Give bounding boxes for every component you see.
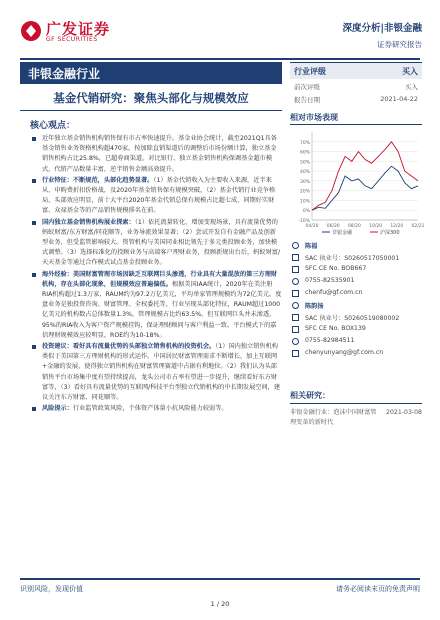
core-view-item <box>32 176 282 217</box>
industry-banner <box>20 62 282 84</box>
phone-icon <box>292 338 299 345</box>
y-tick-label: 20% <box>299 189 310 195</box>
core-views-list <box>32 134 282 415</box>
analyst-info-text: 0755-82535901 <box>305 277 355 284</box>
analyst-info-row <box>292 276 424 288</box>
core-view-text: 根据美国IAA统计，2020年在美注册RIA机构超过1.3万家，RAUM约为97.2万亿美元，平均单家管理规模约为72亿美元。度盘业务是独投资咨询、财富管理、全权委托等，行业呈现头部化特征，RAUM超过1000亿美元的机构数占总体数量1.3%，管理规模占比约63.5%。但互联网巨头并未渗透，95%的RIA收入为客户资产规模挂钩，保证理财顾问与客户利益一致。平台模式下的嘉信理财规模效应较明显，ROE约为10-18%。 <box>42 280 282 339</box>
footer-disclaimer: 请务必阅读末页的免责声明 <box>336 585 420 593</box>
core-view-heading: 国内独立基金销售机构展业探索： <box>42 218 135 226</box>
report-category: 深度分析|非银金融 <box>342 23 422 34</box>
core-view-text: 近年独立基金销售机构销售保有市占率快速提升。基金业协会统计，截至2021Q1具备基金销售业务资格机构超470家。按加除直销渠道后的调整后市场份额计算，独立基金销售机构占比25.8%，已超券商渠道。对比银行、独立基金销售机构保调基金超市模式，代销产品数量丰富，逆半销售金额高效提升。 <box>42 135 277 173</box>
title-divider <box>20 110 282 111</box>
core-view-text: （1）依托流量转化，增加变现场景，具有流量优势的蚂蚁财富/东方财富/同花顺等，业务导流效果显著；（2）尝试开发自有金融产品及创新型业务，但受监管影响较大。资管机构与美国同业相比领先于多元类投顾业务，加快模式调整。（3）选择标准化的投顾业务与高端客户理财业务，投顾新规出台后，蚂蚁财富/天天基金等通过合作模式试点基金投顾业务。 <box>42 218 281 267</box>
x-tick-label: 08/20 <box>347 224 361 229</box>
report-date-row <box>290 92 422 105</box>
series-line <box>312 142 418 210</box>
footer-divider <box>20 578 420 580</box>
x-tick-label: 12/20 <box>390 224 404 229</box>
x-tick-label: 04/20 <box>305 224 319 229</box>
person-icon <box>292 242 299 249</box>
y-tick-label: 70% <box>299 140 310 146</box>
logo-text-en: GF SECURITIES <box>46 36 98 43</box>
core-view-heading: 行业特征：不断规范，头部化趋势显著。 <box>42 176 154 184</box>
core-views-label: 核心观点： <box>30 121 76 131</box>
chart-section-title <box>290 112 422 123</box>
prev-rating-value: 买入 <box>405 83 418 91</box>
header-divider <box>20 58 420 60</box>
x-tick-label: 02/21 <box>411 224 425 229</box>
core-view-item <box>32 218 282 269</box>
core-view-item <box>32 134 282 175</box>
core-view-heading: 投资建议：看好具有流量优势的头部独立销售机构的投资机会。 <box>42 343 216 351</box>
company-logo <box>20 18 140 48</box>
badge-icon <box>292 266 299 273</box>
page-number: 1 / 20 <box>210 600 230 608</box>
analyst-info-text: SFC CE No. BOX139 <box>305 325 366 332</box>
rating-header <box>290 62 422 79</box>
mail-icon <box>292 290 299 297</box>
analyst-info-row <box>292 312 424 324</box>
analyst-info-text: SAC 执业号：S0260519080002 <box>305 315 400 322</box>
analyst-info-row[interactable] <box>292 288 424 300</box>
chart-title: 相对市场表现 <box>290 113 338 122</box>
related-item-title[interactable]: 非银金融行业：泡沫中国财富管理变革的新时代 <box>290 409 377 426</box>
core-view-text: （1）国内独立销售机构类似于美国第三方理财机构的形式运作。中国居民财富管理需求不断增长，加上互联网+金融的发展，使得独立销售机构在财富管理赛道中占据有利地位。（2）我们认为头部销售平台市场集中度有望持续提高，龙头公司市占率有望进一步提升，继续看好东方财富等，（3）看好具有流量优势的互联网/科技平台型独立代销机构的中长期发展空间，建议关注东方财富、同花顺等。 <box>42 343 281 402</box>
related-divider <box>290 403 422 404</box>
report-date-value: 2021-04-22 <box>380 95 418 103</box>
analyst-info-text: 0755-82984511 <box>305 337 355 344</box>
analyst-info-text: 陈福 <box>305 243 318 250</box>
report-date-label: 报告日期 <box>294 96 320 104</box>
y-tick-label: 0% <box>302 209 310 215</box>
badge-icon <box>292 314 299 321</box>
analyst-info-row <box>292 300 424 312</box>
analyst-info-row <box>292 240 424 252</box>
footer-slogan: 识别风险，发现价值 <box>20 585 83 593</box>
rating-value: 买入 <box>402 67 418 76</box>
related-title-row <box>290 390 422 401</box>
badge-icon <box>292 326 299 333</box>
core-view-item <box>32 342 282 403</box>
related-research-title: 相关研究： <box>290 391 330 400</box>
rating-label: 行业评级 <box>294 67 326 76</box>
industry-name: 非银金融行业 <box>28 67 101 81</box>
core-view-heading: 海外经验：美国财富管理市场因缺乏互联网巨头渗透，行业具有大量混放的第三方理财机构，存在头部化现象，但规模效应普遍偏低。 <box>42 270 278 288</box>
person-icon <box>292 302 299 309</box>
badge-icon <box>292 254 299 261</box>
y-tick-label: 30% <box>299 179 310 185</box>
analyst-info-text: SAC 执业号：S0260517050001 <box>305 255 400 262</box>
mail-icon <box>292 350 299 357</box>
related-research <box>290 390 422 428</box>
y-tick-label: 10% <box>299 199 310 205</box>
x-tick-label: 10/20 <box>369 224 383 229</box>
analyst-info-text[interactable]: chenfu@gf.com.cn <box>305 289 363 296</box>
report-title: 基金代销研究：聚焦头部化与规模效应 <box>53 91 249 105</box>
relative-performance-chart <box>290 128 425 238</box>
core-view-item <box>32 404 282 414</box>
core-view-item <box>32 270 282 341</box>
core-view-text: 行业监管政策风险，个体资产体量小抗风险能力较弱等。 <box>72 405 228 413</box>
y-tick-label: 50% <box>299 160 310 166</box>
phone-icon <box>292 278 299 285</box>
analyst-info-row <box>292 264 424 276</box>
y-tick-label: 60% <box>299 150 310 156</box>
y-tick-label: 40% <box>299 170 310 176</box>
analyst-info-text[interactable]: chenyunyang@gf.com.cn <box>305 349 384 356</box>
analyst-info-row <box>292 336 424 348</box>
analyst-list <box>292 240 424 360</box>
report-type: 证券研究报告 <box>377 40 422 49</box>
logo-text-cn: 广发证券 <box>46 20 111 38</box>
legend-label: 沪深300 <box>380 230 400 236</box>
legend-label: 非银金融 <box>332 230 353 236</box>
analyst-info-row[interactable] <box>292 348 424 360</box>
analyst-info-text: SFC CE No. BOB667 <box>305 265 367 272</box>
rating-box <box>290 62 422 105</box>
prev-rating-row <box>290 79 422 92</box>
related-item-date: 2021-03-08 <box>386 409 422 416</box>
core-view-heading: 风险提示： <box>42 405 73 413</box>
core-view-text: （1）基金代销收入为主要收入来源，近半来从、申购费折扣价格战，及2020年基金销售保有规模突破，（2）基金代销行业竞争格局，头部效应明显，前十大平台2020年基金代销总保有规模占比超七成，同期好实财富、众禄基金等的产品销售规模排名在前。 <box>42 176 276 215</box>
x-tick-label: 06/20 <box>326 224 340 229</box>
analyst-info-text: 陈韵扬 <box>305 303 324 310</box>
y-tick-label: -10% <box>298 219 310 224</box>
page-header <box>0 0 440 60</box>
analyst-info-row <box>292 324 424 336</box>
related-item[interactable] <box>290 408 422 428</box>
analyst-info-row <box>292 252 424 264</box>
series-line <box>312 166 418 210</box>
logo-mark-icon <box>20 20 42 42</box>
chart-title-divider <box>290 124 422 125</box>
prev-rating-label: 前次评级 <box>294 83 320 91</box>
header-category <box>343 20 422 50</box>
